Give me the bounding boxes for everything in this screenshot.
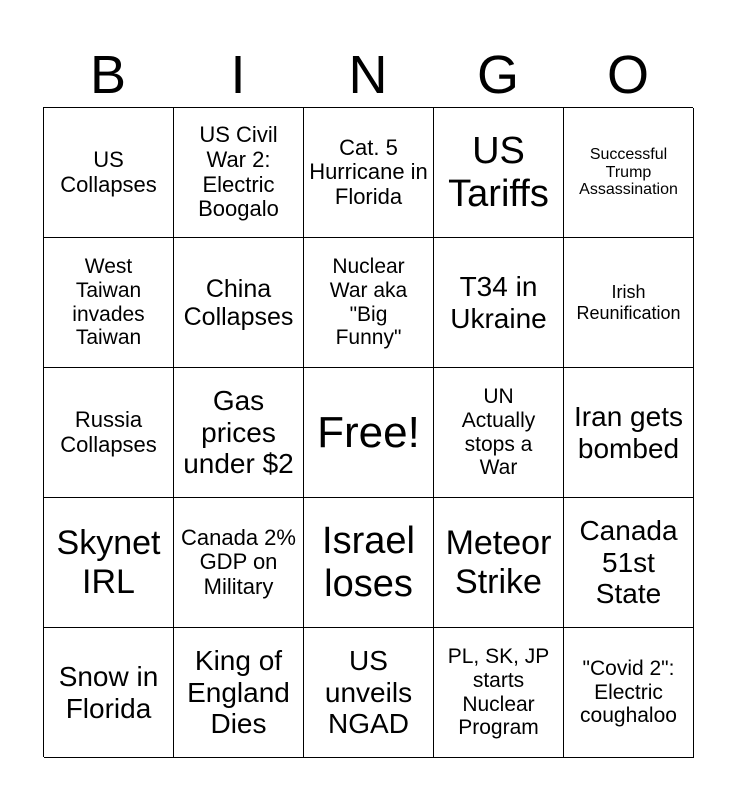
bingo-cell[interactable] xyxy=(434,628,564,758)
bingo-cell[interactable] xyxy=(564,368,694,498)
free-space: Free! xyxy=(317,407,420,457)
bingo-cell[interactable] xyxy=(304,108,434,238)
bingo-cell[interactable] xyxy=(44,498,174,628)
cell-text: Russia Collapses xyxy=(60,406,157,457)
cell-text: Canada 2% GDP on Military xyxy=(181,524,296,599)
bingo-cell[interactable] xyxy=(174,498,304,628)
cell-text: Irish Reunification xyxy=(576,282,681,323)
bingo-cell[interactable] xyxy=(174,368,304,498)
cell-text: China Collapses xyxy=(183,274,294,331)
bingo-cell[interactable] xyxy=(304,628,434,758)
cell-text: Cat. 5 Hurricane in Florida xyxy=(309,134,428,209)
bingo-cell[interactable] xyxy=(44,628,174,758)
cell-text: Canada 51st State xyxy=(579,515,678,610)
cell-text: US Civil War 2: Electric Boogalo xyxy=(198,122,279,222)
bingo-cell[interactable] xyxy=(304,238,434,368)
cell-text: Israel loses xyxy=(322,519,415,605)
bingo-cell[interactable] xyxy=(564,498,694,628)
bingo-cell[interactable] xyxy=(434,368,564,498)
bingo-cell[interactable] xyxy=(434,498,564,628)
bingo-cell[interactable] xyxy=(174,628,304,758)
header-letter-i: I xyxy=(230,45,246,105)
bingo-grid xyxy=(43,107,693,757)
bingo-cell[interactable] xyxy=(434,108,564,238)
cell-text: King of England Dies xyxy=(187,645,290,740)
bingo-cell[interactable] xyxy=(564,238,694,368)
cell-text: Skynet IRL xyxy=(56,524,161,601)
header-letter-b: B xyxy=(89,45,127,105)
cell-text: "Covid 2": Electric coughaloo xyxy=(580,657,677,728)
cell-text: Successful Trump Assassination xyxy=(579,145,678,199)
bingo-cell[interactable] xyxy=(564,108,694,238)
bingo-cell[interactable] xyxy=(304,498,434,628)
bingo-cell[interactable] xyxy=(564,628,694,758)
cell-text: Meteor Strike xyxy=(445,524,552,601)
cell-text: Nuclear War aka "Big Funny" xyxy=(329,255,408,350)
cell-text: US unveils NGAD xyxy=(324,645,413,740)
header-letter-o: O xyxy=(606,45,649,105)
cell-text: PL, SK, JP starts Nuclear Program xyxy=(447,645,550,740)
bingo-cell[interactable] xyxy=(44,108,174,238)
bingo-cell[interactable] xyxy=(434,238,564,368)
bingo-cell[interactable] xyxy=(174,238,304,368)
cell-text: T34 in Ukraine xyxy=(450,271,547,334)
bingo-cell[interactable] xyxy=(304,368,434,498)
bingo-header xyxy=(43,44,693,106)
cell-text: US Tariffs xyxy=(448,129,549,215)
cell-text: US Collapses xyxy=(60,146,157,197)
cell-text: UN Actually stops a War xyxy=(461,385,536,480)
cell-text: West Taiwan invades Taiwan xyxy=(72,255,145,350)
header-letter-g: G xyxy=(476,45,519,105)
header-letter-n: N xyxy=(348,45,388,105)
bingo-cell[interactable] xyxy=(174,108,304,238)
bingo-cell[interactable] xyxy=(44,238,174,368)
cell-text: Iran gets bombed xyxy=(574,401,683,464)
bingo-cell[interactable] xyxy=(44,368,174,498)
cell-text: Gas prices under $2 xyxy=(183,385,294,480)
cell-text: Snow in Florida xyxy=(58,661,159,724)
